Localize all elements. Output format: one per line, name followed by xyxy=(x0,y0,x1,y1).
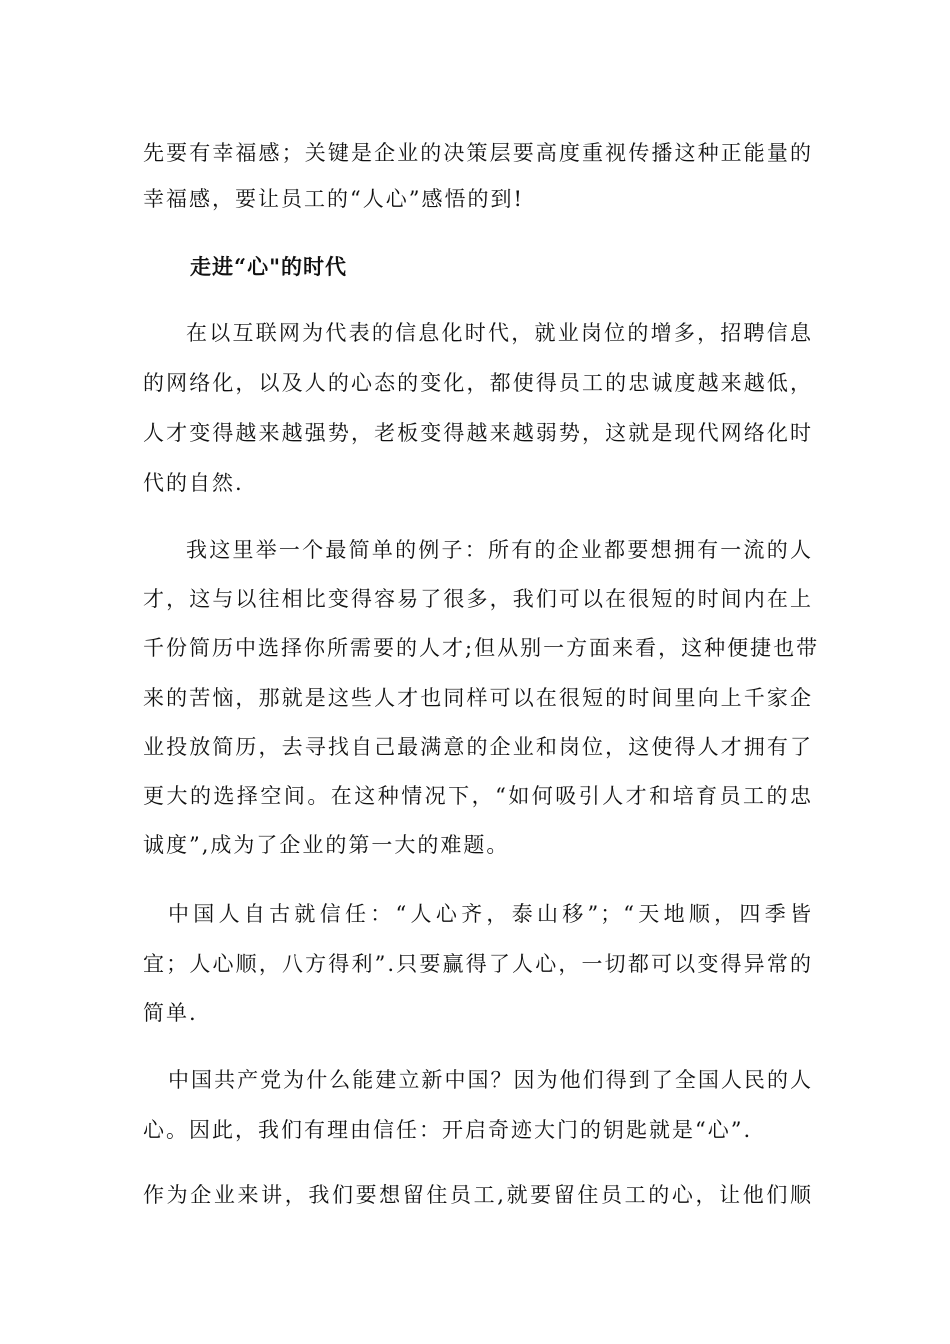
paragraph-2-line-2: 的网络化，以及人的心态的变化，都使得员工的忠诚度越来越低， xyxy=(143,371,813,395)
paragraph-3-line-7: 诚度”,成为了企业的第一大的难题。 xyxy=(143,833,510,857)
paragraph-6-line-1: 作为企业来讲，我们要想留住员工,就要留住员工的心，让他们顺 xyxy=(143,1183,813,1207)
paragraph-4-line-3: 简单. xyxy=(143,1001,198,1025)
paragraph-1-line-1: 先要有幸福感；关键是企业的决策层要高度重视传播这种正能量的 xyxy=(143,141,813,165)
paragraph-4-line-2: 宜；人心顺，八方得利”.只要赢得了人心，一切都可以变得异常的 xyxy=(143,952,813,976)
paragraph-2-line-4: 代的自然. xyxy=(143,471,244,495)
section-heading: 走进“心"的时代 xyxy=(190,254,348,279)
paragraph-1-line-2: 幸福感，要让员工的“人心”感悟的到! xyxy=(143,187,524,211)
paragraph-3-line-6: 更大的选择空间。在这种情况下，“如何吸引人才和培育员工的忠 xyxy=(143,784,813,808)
paragraph-3-line-4: 来的苦恼，那就是这些人才也同样可以在很短的时间里向上千家企 xyxy=(143,686,813,710)
paragraph-5-line-2: 心。因此，我们有理由信任：开启奇迹大门的钥匙就是“心”. xyxy=(143,1118,753,1142)
paragraph-3-line-1: 我这里举一个最简单的例子：所有的企业都要想拥有一流的人 xyxy=(186,538,813,562)
paragraph-5-line-1: 中国共产党为什么能建立新中国？因为他们得到了全国人民的人 xyxy=(168,1068,813,1092)
paragraph-2-line-3: 人才变得越来越强势，老板变得越来越弱势，这就是现代网络化时 xyxy=(143,421,813,445)
paragraph-3-line-3: 千份简历中选择你所需要的人才;但从别一方面来看，这种便捷也带 xyxy=(143,636,820,660)
paragraph-3-line-2: 才，这与以往相比变得容易了很多，我们可以在很短的时间内在上 xyxy=(143,587,813,611)
paragraph-2-line-1: 在以互联网为代表的信息化时代，就业岗位的增多，招聘信息 xyxy=(186,321,813,345)
paragraph-4-line-1: 中国人自古就信任：“人心齐，泰山移”；“天地顺，四季皆 xyxy=(168,902,813,926)
paragraph-3-line-5: 业投放简历，去寻找自己最满意的企业和岗位，这使得人才拥有了 xyxy=(143,735,813,759)
